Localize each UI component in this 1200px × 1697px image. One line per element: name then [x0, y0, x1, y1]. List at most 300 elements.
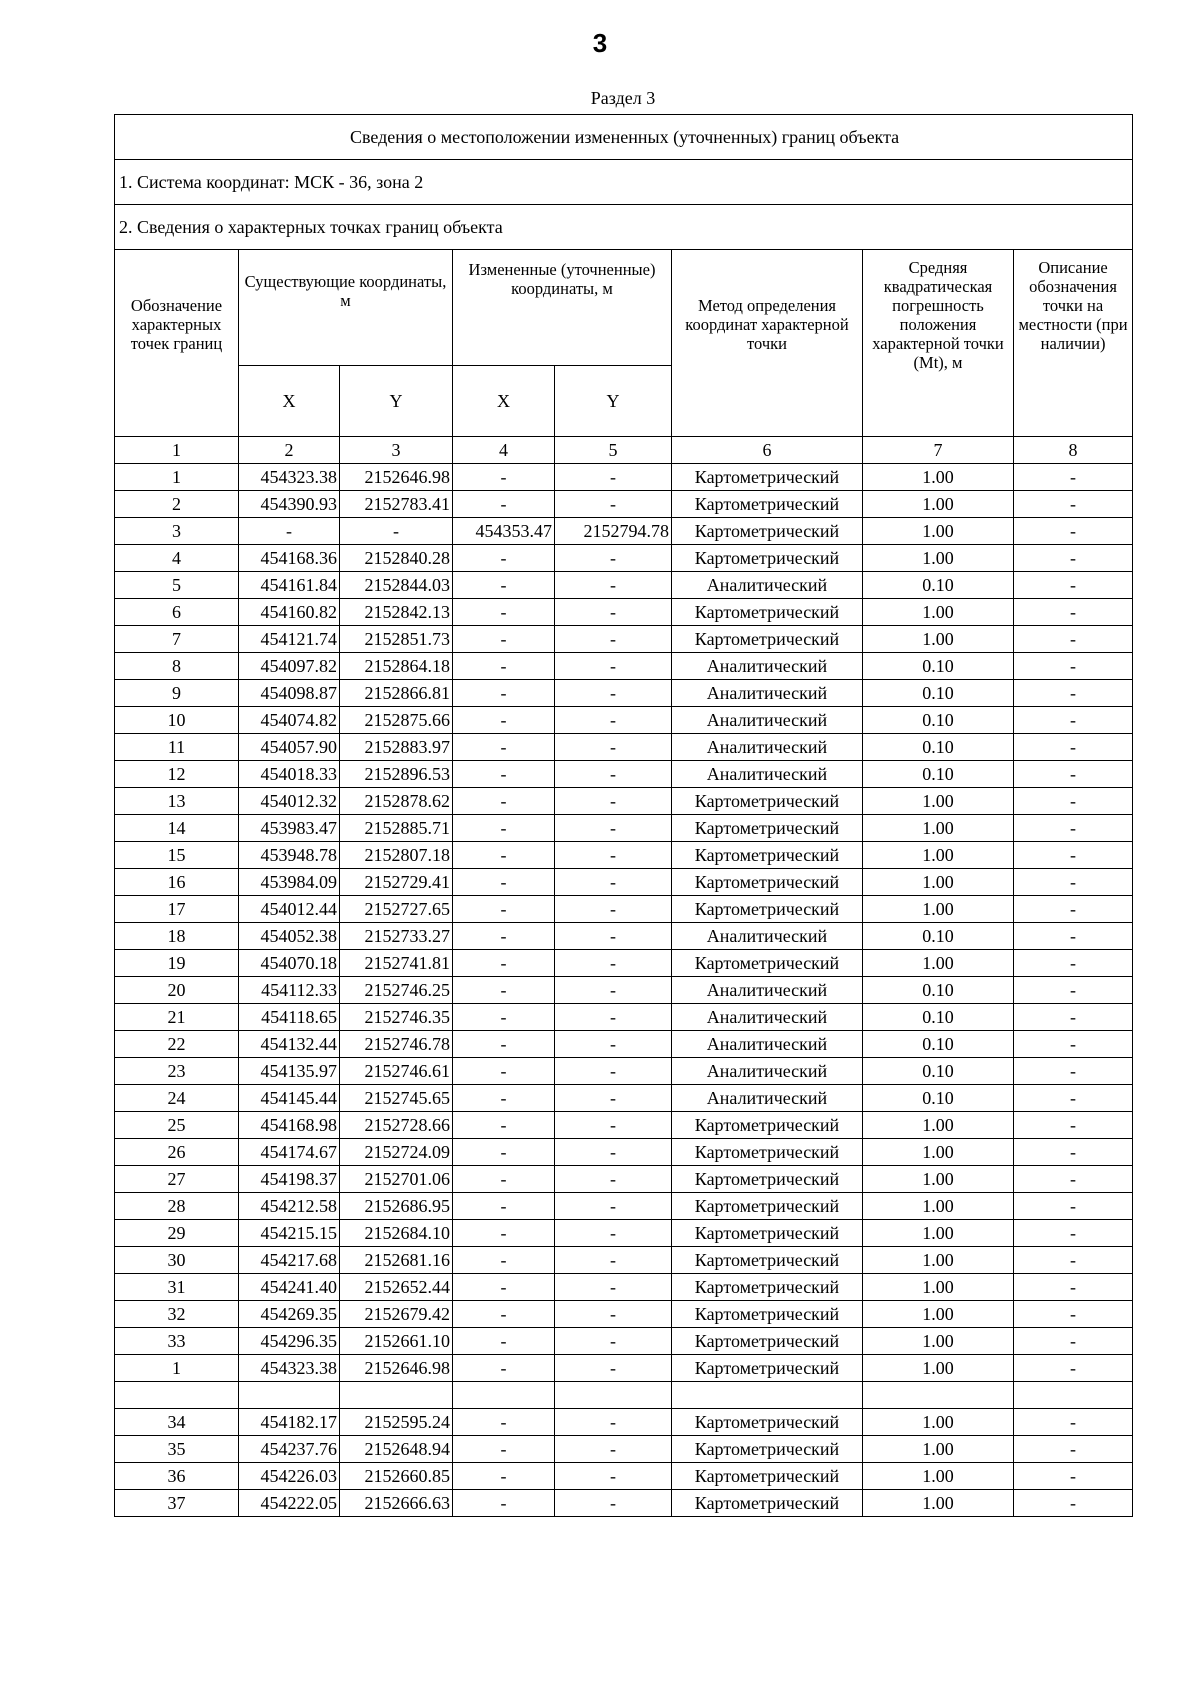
table-row [115, 1112, 1133, 1139]
cell-point-id: 31 [115, 1274, 239, 1301]
cell-description: - [1014, 788, 1133, 815]
cell-existing-y: 2152844.03 [340, 572, 453, 599]
table-row [115, 1274, 1133, 1301]
header-description: Описание обозначения точки на местности (при наличии) [1014, 250, 1133, 437]
cell-existing-x: 454182.17 [239, 1409, 340, 1436]
table-row [115, 572, 1133, 599]
cell-changed-y: - [555, 1409, 672, 1436]
cell-method: Картометрический [672, 1463, 863, 1490]
cell-existing-x: 453948.78 [239, 842, 340, 869]
cell-changed-x: - [453, 1031, 555, 1058]
cell-description: - [1014, 572, 1133, 599]
cell-existing-y: 2152686.95 [340, 1193, 453, 1220]
header-designation: Обозначение характерных точек границ [115, 250, 239, 437]
cell-changed-y: - [555, 1004, 672, 1031]
table-row [115, 1139, 1133, 1166]
cell-description: - [1014, 1220, 1133, 1247]
cell-changed-x: - [453, 950, 555, 977]
table-row [115, 653, 1133, 680]
cell-changed-y: - [555, 734, 672, 761]
cell-method: Картометрический [672, 626, 863, 653]
cell-description: - [1014, 896, 1133, 923]
cell-existing-y: 2152727.65 [340, 896, 453, 923]
cell-method: Картометрический [672, 815, 863, 842]
column-number: 6 [672, 437, 863, 464]
cell-changed-x: - [453, 1247, 555, 1274]
cell-error: 1.00 [863, 1355, 1014, 1382]
cell-point-id: 1 [115, 464, 239, 491]
cell-point-id: 3 [115, 518, 239, 545]
table-row [115, 1409, 1133, 1436]
cell-method: Аналитический [672, 653, 863, 680]
cell-method: Аналитический [672, 923, 863, 950]
cell-description: - [1014, 1247, 1133, 1274]
cell-existing-y: 2152646.98 [340, 464, 453, 491]
cell-existing-x: 454057.90 [239, 734, 340, 761]
cell-method: Картометрический [672, 545, 863, 572]
cell-error: 1.00 [863, 869, 1014, 896]
cell-point-id: 37 [115, 1490, 239, 1517]
cell-error: 1.00 [863, 1301, 1014, 1328]
cell-description: - [1014, 518, 1133, 545]
cell-error: 0.10 [863, 653, 1014, 680]
cell-description: - [1014, 599, 1133, 626]
cell-point-id: 13 [115, 788, 239, 815]
table-row [115, 707, 1133, 734]
cell-existing-x: 454070.18 [239, 950, 340, 977]
table-row [115, 626, 1133, 653]
cell-existing-x: 454198.37 [239, 1166, 340, 1193]
cell-changed-y: - [555, 761, 672, 788]
cell-description: - [1014, 464, 1133, 491]
cell-existing-y: 2152733.27 [340, 923, 453, 950]
cell-method: Картометрический [672, 1328, 863, 1355]
cell-changed-y: - [555, 788, 672, 815]
cell-changed-x: - [453, 464, 555, 491]
cell-point-id: 8 [115, 653, 239, 680]
cell-method: Картометрический [672, 1301, 863, 1328]
cell-existing-y: 2152885.71 [340, 815, 453, 842]
cell-existing-x [239, 1382, 340, 1409]
cell-method: Картометрический [672, 1139, 863, 1166]
cell-changed-x: - [453, 815, 555, 842]
cell-point-id: 35 [115, 1436, 239, 1463]
cell-point-id: 33 [115, 1328, 239, 1355]
cell-changed-y: - [555, 1463, 672, 1490]
cell-existing-y: 2152783.41 [340, 491, 453, 518]
cell-point-id [115, 1382, 239, 1409]
cell-changed-y [555, 1382, 672, 1409]
cell-method: Картометрический [672, 842, 863, 869]
table-row [115, 761, 1133, 788]
cell-method: Аналитический [672, 761, 863, 788]
cell-changed-x: - [453, 1193, 555, 1220]
cell-point-id: 34 [115, 1409, 239, 1436]
cell-changed-y: - [555, 626, 672, 653]
cell-changed-y: - [555, 977, 672, 1004]
cell-method: Аналитический [672, 1058, 863, 1085]
cell-description [1014, 1382, 1133, 1409]
table-row [115, 518, 1133, 545]
cell-description: - [1014, 761, 1133, 788]
cell-existing-y: 2152648.94 [340, 1436, 453, 1463]
cell-changed-y: - [555, 1166, 672, 1193]
cell-existing-y: 2152661.10 [340, 1328, 453, 1355]
cell-existing-y: 2152660.85 [340, 1463, 453, 1490]
cell-point-id: 15 [115, 842, 239, 869]
cell-error: 0.10 [863, 680, 1014, 707]
cell-error: 0.10 [863, 1085, 1014, 1112]
header-changed-y: Y [555, 366, 672, 437]
cell-method [672, 1382, 863, 1409]
cell-changed-y: - [555, 1058, 672, 1085]
cell-changed-y: - [555, 572, 672, 599]
cell-existing-y: 2152840.28 [340, 545, 453, 572]
table-row [115, 1301, 1133, 1328]
cell-description: - [1014, 1274, 1133, 1301]
cell-point-id: 14 [115, 815, 239, 842]
page-number: 3 [592, 28, 608, 58]
cell-method: Картометрический [672, 1112, 863, 1139]
cell-description: - [1014, 1436, 1133, 1463]
cell-changed-x: - [453, 1490, 555, 1517]
cell-changed-x: - [453, 1220, 555, 1247]
cell-changed-y: - [555, 896, 672, 923]
table-row [115, 1220, 1133, 1247]
cell-description: - [1014, 1058, 1133, 1085]
cell-existing-y: 2152646.98 [340, 1355, 453, 1382]
header-existing-y: Y [340, 366, 453, 437]
cell-existing-x: 454217.68 [239, 1247, 340, 1274]
cell-changed-x: - [453, 680, 555, 707]
cell-error: 1.00 [863, 1193, 1014, 1220]
cell-error: 1.00 [863, 545, 1014, 572]
cell-existing-y: 2152701.06 [340, 1166, 453, 1193]
cell-error: 1.00 [863, 518, 1014, 545]
cell-method: Картометрический [672, 1220, 863, 1247]
header-existing-x: X [239, 366, 340, 437]
cell-changed-x: - [453, 1463, 555, 1490]
cell-existing-x: 454097.82 [239, 653, 340, 680]
cell-existing-x: 454145.44 [239, 1085, 340, 1112]
section-label: Раздел 3 [590, 88, 656, 108]
cell-existing-y: 2152746.78 [340, 1031, 453, 1058]
cell-existing-x: 454052.38 [239, 923, 340, 950]
cell-description: - [1014, 1463, 1133, 1490]
cell-description: - [1014, 680, 1133, 707]
cell-existing-y: 2152666.63 [340, 1490, 453, 1517]
cell-changed-y: - [555, 1328, 672, 1355]
cell-changed-y: - [555, 923, 672, 950]
table-title: Сведения о местоположении измененных (уточненных) границ объекта [115, 115, 1133, 160]
cell-existing-x: 454323.38 [239, 464, 340, 491]
cell-existing-x: 454168.98 [239, 1112, 340, 1139]
cell-error: 1.00 [863, 1328, 1014, 1355]
column-number: 2 [239, 437, 340, 464]
cell-changed-y: - [555, 707, 672, 734]
cell-error: 1.00 [863, 1112, 1014, 1139]
cell-point-id: 9 [115, 680, 239, 707]
cell-point-id: 16 [115, 869, 239, 896]
cell-changed-y: - [555, 869, 672, 896]
cell-method: Картометрический [672, 1247, 863, 1274]
cell-point-id: 21 [115, 1004, 239, 1031]
cell-changed-y: - [555, 950, 672, 977]
table-row [115, 950, 1133, 977]
cell-point-id: 26 [115, 1139, 239, 1166]
cell-existing-x: 454296.35 [239, 1328, 340, 1355]
cell-method: Картометрический [672, 869, 863, 896]
cell-existing-y: 2152595.24 [340, 1409, 453, 1436]
cell-point-id: 7 [115, 626, 239, 653]
table-row [115, 1031, 1133, 1058]
cell-description: - [1014, 1328, 1133, 1355]
cell-method: Картометрический [672, 1409, 863, 1436]
cell-existing-x: 454174.67 [239, 1139, 340, 1166]
table-row [115, 1328, 1133, 1355]
cell-error: 1.00 [863, 1274, 1014, 1301]
table-row [115, 1166, 1133, 1193]
cell-error: 1.00 [863, 626, 1014, 653]
table-row [115, 680, 1133, 707]
cell-changed-y: - [555, 1220, 672, 1247]
cell-point-id: 17 [115, 896, 239, 923]
cell-existing-x: 454160.82 [239, 599, 340, 626]
cell-changed-y: - [555, 653, 672, 680]
cell-description: - [1014, 545, 1133, 572]
cell-changed-x: - [453, 1139, 555, 1166]
header-method: Метод определения координат характерной точки [672, 250, 863, 437]
column-numbers-row [115, 437, 1133, 464]
cell-changed-x: - [453, 1409, 555, 1436]
cell-changed-x: - [453, 653, 555, 680]
cell-method: Аналитический [672, 707, 863, 734]
cell-method: Картометрический [672, 464, 863, 491]
cell-method: Картометрический [672, 788, 863, 815]
cell-changed-x: - [453, 626, 555, 653]
cell-existing-y: 2152864.18 [340, 653, 453, 680]
cell-changed-x: - [453, 1274, 555, 1301]
cell-existing-x: 454018.33 [239, 761, 340, 788]
cell-existing-y: 2152681.16 [340, 1247, 453, 1274]
cell-existing-y: 2152729.41 [340, 869, 453, 896]
cell-existing-x: 454215.15 [239, 1220, 340, 1247]
cell-existing-x: 454212.58 [239, 1193, 340, 1220]
cell-changed-x: - [453, 707, 555, 734]
cell-existing-y: 2152746.61 [340, 1058, 453, 1085]
header-error: Средняя квадратическая погрешность положения характерной точки (Mt), м [863, 250, 1014, 437]
cell-method: Картометрический [672, 1436, 863, 1463]
cell-method: Картометрический [672, 1166, 863, 1193]
cell-method: Аналитический [672, 572, 863, 599]
cell-changed-x: - [453, 545, 555, 572]
cell-changed-y: - [555, 1274, 672, 1301]
cell-point-id: 32 [115, 1301, 239, 1328]
table-row [115, 869, 1133, 896]
cell-description: - [1014, 1301, 1133, 1328]
cell-point-id: 6 [115, 599, 239, 626]
cell-error: 1.00 [863, 842, 1014, 869]
cell-existing-x: 454161.84 [239, 572, 340, 599]
cell-changed-x: - [453, 1085, 555, 1112]
column-number: 5 [555, 437, 672, 464]
cell-description: - [1014, 734, 1133, 761]
table-row [115, 1004, 1133, 1031]
table-row [115, 1193, 1133, 1220]
cell-error: 1.00 [863, 1436, 1014, 1463]
cell-error: 0.10 [863, 572, 1014, 599]
table-row [115, 896, 1133, 923]
cell-point-id: 1 [115, 1355, 239, 1382]
cell-description: - [1014, 1355, 1133, 1382]
cell-error: 0.10 [863, 761, 1014, 788]
cell-changed-y: - [555, 1436, 672, 1463]
column-number: 4 [453, 437, 555, 464]
cell-existing-x: 454226.03 [239, 1463, 340, 1490]
cell-changed-x: - [453, 842, 555, 869]
column-number: 8 [1014, 437, 1133, 464]
cell-changed-y: - [555, 842, 672, 869]
cell-method: Аналитический [672, 734, 863, 761]
cell-changed-x: - [453, 761, 555, 788]
cell-description: - [1014, 1139, 1133, 1166]
table-row [115, 1490, 1133, 1517]
cell-method: Картометрический [672, 1355, 863, 1382]
cell-existing-x: 454241.40 [239, 1274, 340, 1301]
cell-existing-x: 454121.74 [239, 626, 340, 653]
cell-point-id: 24 [115, 1085, 239, 1112]
cell-method: Картометрический [672, 896, 863, 923]
cell-point-id: 22 [115, 1031, 239, 1058]
cell-existing-x: 454135.97 [239, 1058, 340, 1085]
points-heading: 2. Сведения о характерных точках границ объекта [115, 205, 1133, 250]
cell-existing-y: 2152724.09 [340, 1139, 453, 1166]
table-row [115, 815, 1133, 842]
cell-changed-x: - [453, 788, 555, 815]
cell-changed-y: 2152794.78 [555, 518, 672, 545]
cell-point-id: 2 [115, 491, 239, 518]
cell-existing-x: 454390.93 [239, 491, 340, 518]
table-row [115, 464, 1133, 491]
cell-existing-x: 454112.33 [239, 977, 340, 1004]
cell-existing-x: 454012.32 [239, 788, 340, 815]
cell-changed-x: - [453, 923, 555, 950]
cell-description: - [1014, 707, 1133, 734]
cell-changed-x: - [453, 599, 555, 626]
cell-existing-y: 2152746.35 [340, 1004, 453, 1031]
cell-existing-y: 2152896.53 [340, 761, 453, 788]
cell-description: - [1014, 1031, 1133, 1058]
cell-point-id: 12 [115, 761, 239, 788]
cell-method: Аналитический [672, 680, 863, 707]
table-row [115, 842, 1133, 869]
cell-changed-x: - [453, 869, 555, 896]
cell-existing-x: 454168.36 [239, 545, 340, 572]
cell-method: Аналитический [672, 1004, 863, 1031]
cell-existing-y: 2152883.97 [340, 734, 453, 761]
cell-changed-y: - [555, 815, 672, 842]
cell-point-id: 4 [115, 545, 239, 572]
cell-point-id: 5 [115, 572, 239, 599]
cell-description: - [1014, 653, 1133, 680]
cell-existing-y: 2152679.42 [340, 1301, 453, 1328]
cell-description: - [1014, 491, 1133, 518]
cell-existing-y: 2152842.13 [340, 599, 453, 626]
cell-existing-y: 2152807.18 [340, 842, 453, 869]
column-number: 3 [340, 437, 453, 464]
cell-point-id: 28 [115, 1193, 239, 1220]
cell-method: Картометрический [672, 518, 863, 545]
cell-changed-y: - [555, 1112, 672, 1139]
cell-point-id: 25 [115, 1112, 239, 1139]
cell-existing-x: 454132.44 [239, 1031, 340, 1058]
cell-method: Картометрический [672, 1274, 863, 1301]
cell-description: - [1014, 950, 1133, 977]
cell-changed-y: - [555, 1031, 672, 1058]
cell-point-id: 30 [115, 1247, 239, 1274]
cell-error: 0.10 [863, 977, 1014, 1004]
cell-description: - [1014, 1490, 1133, 1517]
table-row [115, 1463, 1133, 1490]
cell-changed-y: - [555, 1193, 672, 1220]
table-body [115, 115, 1133, 1517]
cell-method: Картометрический [672, 491, 863, 518]
cell-changed-x: - [453, 977, 555, 1004]
cell-existing-y: 2152746.25 [340, 977, 453, 1004]
cell-changed-x: - [453, 1301, 555, 1328]
cell-description: - [1014, 1409, 1133, 1436]
cell-changed-x: - [453, 1112, 555, 1139]
table-row [115, 599, 1133, 626]
table-row-separator [115, 1382, 1133, 1409]
column-number: 7 [863, 437, 1014, 464]
cell-error: 1.00 [863, 788, 1014, 815]
cell-description: - [1014, 923, 1133, 950]
cell-existing-x: 454237.76 [239, 1436, 340, 1463]
header-changed-coords: Измененные (уточненные) координаты, м [453, 250, 672, 366]
cell-existing-x: 454074.82 [239, 707, 340, 734]
cell-existing-y: 2152878.62 [340, 788, 453, 815]
cell-description: - [1014, 842, 1133, 869]
boundary-points-table [114, 114, 1133, 1517]
cell-error: 1.00 [863, 896, 1014, 923]
cell-existing-x: 454269.35 [239, 1301, 340, 1328]
cell-point-id: 29 [115, 1220, 239, 1247]
cell-changed-y: - [555, 680, 672, 707]
column-number: 1 [115, 437, 239, 464]
cell-changed-y: - [555, 464, 672, 491]
cell-existing-y: 2152684.10 [340, 1220, 453, 1247]
cell-changed-x: - [453, 491, 555, 518]
cell-point-id: 23 [115, 1058, 239, 1085]
cell-error: 0.10 [863, 923, 1014, 950]
cell-error: 1.00 [863, 1220, 1014, 1247]
cell-point-id: 18 [115, 923, 239, 950]
cell-changed-y: - [555, 545, 672, 572]
cell-description: - [1014, 1085, 1133, 1112]
table-row [115, 1058, 1133, 1085]
cell-changed-x: 454353.47 [453, 518, 555, 545]
cell-changed-x: - [453, 1058, 555, 1085]
cell-method: Картометрический [672, 950, 863, 977]
cell-existing-x: 453984.09 [239, 869, 340, 896]
cell-error: 0.10 [863, 707, 1014, 734]
cell-changed-y: - [555, 599, 672, 626]
cell-error: 1.00 [863, 1490, 1014, 1517]
cell-error: 1.00 [863, 1166, 1014, 1193]
cell-point-id: 36 [115, 1463, 239, 1490]
cell-changed-x: - [453, 1004, 555, 1031]
